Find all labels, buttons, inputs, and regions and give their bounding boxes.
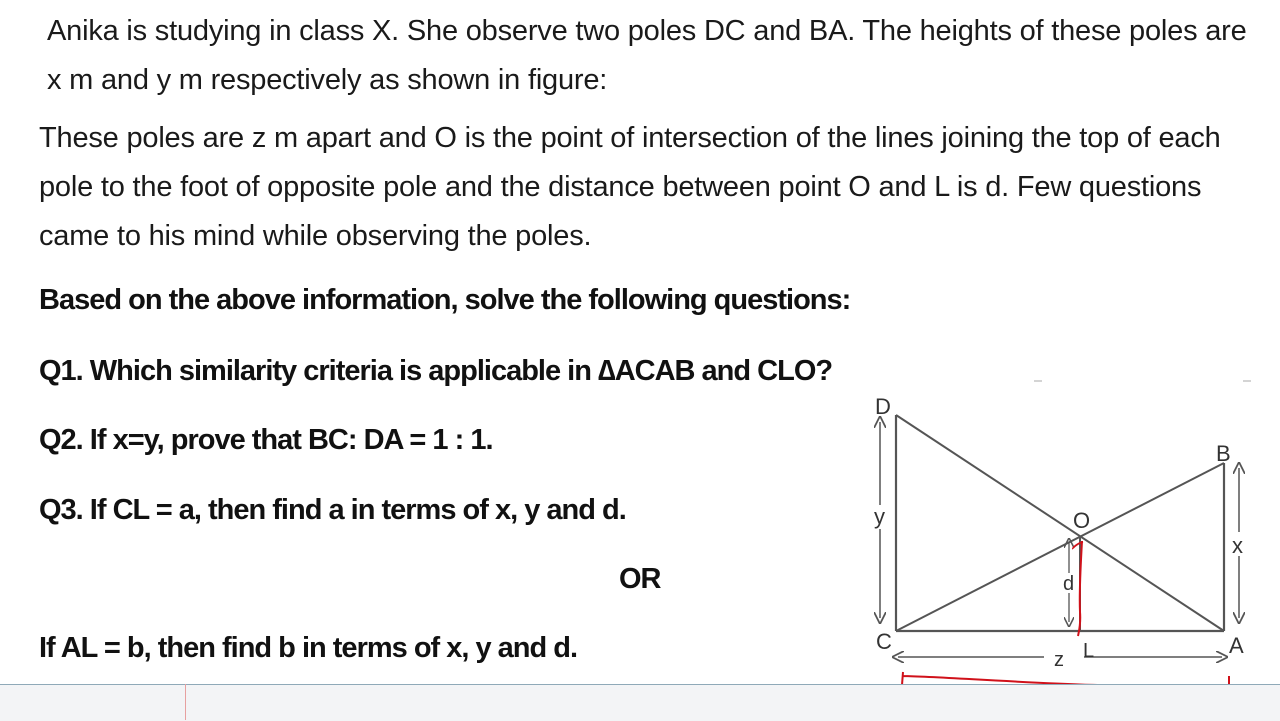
- diagonal-da: [896, 415, 1224, 631]
- label-x-height: x: [1232, 533, 1243, 558]
- label-d-distance: d: [1063, 573, 1075, 595]
- intro-paragraph-2: These poles are z m apart and O is the point of intersection of the lines joining the top of each pole to the foot of opposite pole and the distance between point O and L is d. Few questions came to his mind while observing the poles.: [39, 122, 1221, 252]
- or-separator: OR: [619, 563, 661, 595]
- question-2: Q2. If x=y, prove that BC: DA = 1 : 1.: [39, 424, 493, 456]
- intro-paragraph-1: Anika is studying in class X. She observe two poles DC and BA. The heights of these poles are x m and y m respectively as shown in figure:: [47, 15, 1247, 96]
- question-3-alternative: If AL = b, then find b in terms of x, y and d.: [39, 632, 578, 664]
- question-3: Q3. If CL = a, then find a in terms of x, y and d.: [39, 494, 626, 526]
- question-1: Q1. Which similarity criteria is applicable in ∆ACAB and CLO?: [39, 355, 833, 387]
- instructions-heading: Based on the above information, solve the following questions:: [39, 284, 851, 316]
- label-d-vertex: D: [875, 394, 891, 419]
- label-a-vertex: A: [1229, 633, 1244, 658]
- label-c-vertex: C: [876, 629, 892, 654]
- diagonal-cb: [896, 463, 1224, 631]
- strip-divider-mark: [185, 684, 186, 720]
- bottom-toolbar-strip: [0, 684, 1280, 721]
- label-z-distance: z: [1054, 649, 1064, 671]
- label-l-point: L: [1083, 640, 1095, 662]
- label-y-height: y: [874, 504, 885, 529]
- label-o-vertex: O: [1073, 508, 1091, 533]
- label-b-vertex: B: [1216, 441, 1231, 466]
